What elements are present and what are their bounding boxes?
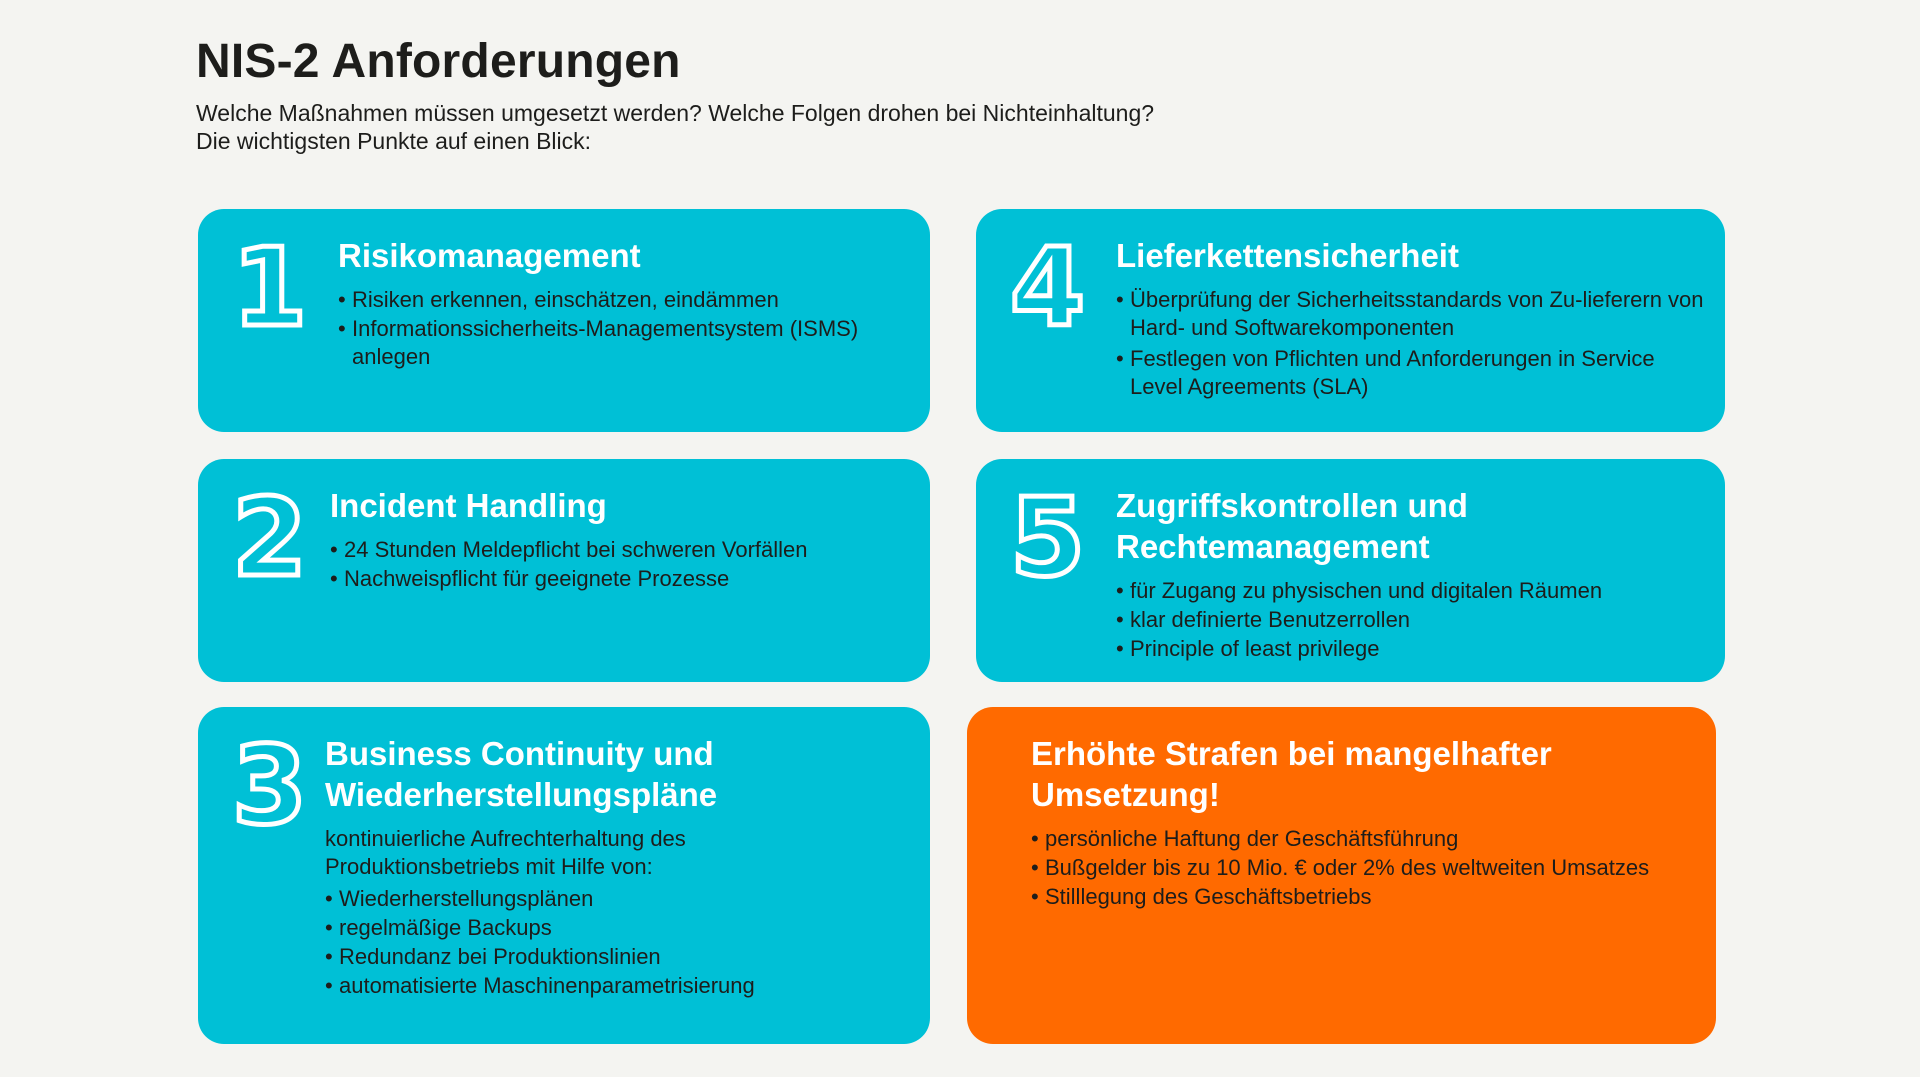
card-title: [1031, 733, 1696, 815]
bullet-item: • klar definierte Benutzerrollen: [1116, 606, 1705, 634]
page-title: NIS-2 Anforderungen: [196, 35, 681, 88]
card-description-line: Produktionsbetriebs mit Hilfe von:: [325, 854, 653, 879]
card-lieferkettensicherheit: [976, 209, 1725, 432]
subtitle-line-2: Die wichtigsten Punkte auf einen Blick:: [196, 128, 592, 154]
card-number-3: 3: [232, 724, 308, 849]
card-title: [325, 733, 910, 815]
card-number-1: 1: [232, 226, 308, 351]
bullet-list: [1116, 577, 1705, 663]
bullet-item: • Stilllegung des Geschäftsbetriebs: [1031, 883, 1696, 911]
bullet-item: • Bußgelder bis zu 10 Mio. € oder 2% des weltweiten Umsatzes: [1031, 854, 1696, 882]
card-number-4: 4: [1010, 226, 1086, 351]
card-business-continuity: [198, 707, 930, 1044]
card-body: [1116, 235, 1705, 401]
card-title-line: Risikomanagement: [338, 237, 641, 274]
card-title: [1116, 485, 1705, 567]
card-body: [1116, 485, 1705, 663]
card-body: [330, 485, 910, 593]
card-zugriffskontrollen: [976, 459, 1725, 682]
bullet-item: • Principle of least privilege: [1116, 635, 1705, 663]
card-title-line: Wiederherstellungspläne: [325, 776, 718, 813]
card-number-2: 2: [232, 476, 308, 601]
card-title-line: Umsetzung!: [1031, 776, 1220, 813]
bullet-item: • Nachweispflicht für geeignete Prozesse: [330, 565, 910, 593]
bullet-item: • Festlegen von Pflichten und Anforderungen in Service Level Agreements (SLA): [1116, 345, 1705, 401]
card-body: [325, 733, 910, 1000]
card-title-line: Rechtemanagement: [1116, 528, 1430, 565]
bullet-item: • Wiederherstellungsplänen: [325, 885, 910, 913]
bullet-item: • 24 Stunden Meldepflicht bei schweren Vorfällen: [330, 536, 910, 564]
card-title: [330, 485, 910, 526]
bullet-list: [330, 536, 910, 593]
card-title: [1116, 235, 1705, 276]
page-header: [196, 34, 1696, 155]
bullet-item: • Überprüfung der Sicherheitsstandards von Zu-lieferern von Hard- und Softwarekomponenten: [1116, 286, 1705, 342]
card-risikomanagement: [198, 209, 930, 432]
bullet-list: [325, 885, 910, 1000]
bullet-item: • Informationssicherheits-Managementsystem (ISMS) anlegen: [338, 315, 910, 371]
bullet-list: [1116, 286, 1705, 401]
page-subtitle: [196, 99, 1696, 155]
card-title-line: Incident Handling: [330, 487, 607, 524]
bullet-item: • regelmäßige Backups: [325, 914, 910, 942]
card-strafen-warning: [967, 707, 1716, 1044]
card-body: [338, 235, 910, 371]
card-title-line: Business Continuity und: [325, 735, 714, 772]
card-description-line: kontinuierliche Aufrechterhaltung des: [325, 826, 686, 851]
bullet-list: [1031, 825, 1696, 911]
card-title-line: Lieferkettensicherheit: [1116, 237, 1459, 274]
subtitle-line-1: Welche Maßnahmen müssen umgesetzt werden? Welche Folgen drohen bei Nichteinhaltung?: [196, 100, 1155, 126]
bullet-item: • Redundanz bei Produktionslinien: [325, 943, 910, 971]
bullet-list: [338, 286, 910, 371]
card-body: [1031, 733, 1696, 911]
bullet-item: • für Zugang zu physischen und digitalen Räumen: [1116, 577, 1705, 605]
bullet-item: • automatisierte Maschinenparametrisierung: [325, 972, 910, 1000]
card-title-line: Erhöhte Strafen bei mangelhafter: [1031, 735, 1552, 772]
bullet-item: • persönliche Haftung der Geschäftsführung: [1031, 825, 1696, 853]
card-title-line: Zugriffskontrollen und: [1116, 487, 1468, 524]
card-description: [325, 825, 910, 881]
card-incident-handling: [198, 459, 930, 682]
card-number-5: 5: [1010, 476, 1086, 601]
bullet-item: • Risiken erkennen, einschätzen, eindämmen: [338, 286, 910, 314]
card-title: [338, 235, 910, 276]
